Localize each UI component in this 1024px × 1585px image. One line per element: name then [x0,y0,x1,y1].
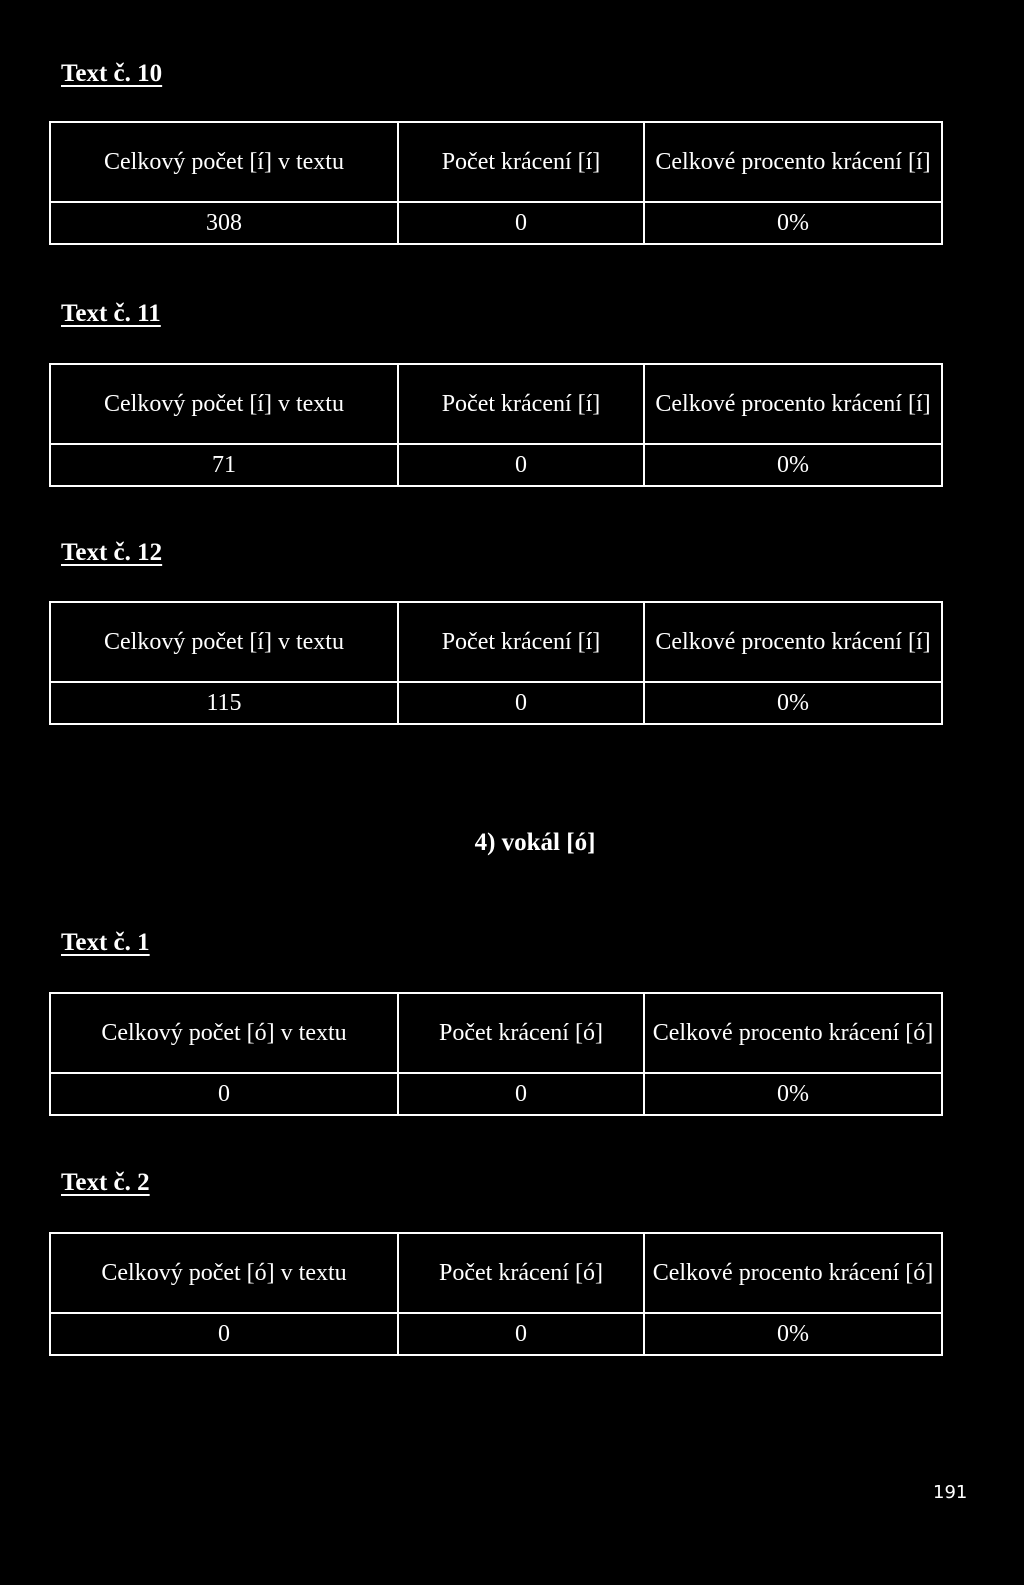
header-row [50,602,942,682]
stats-table [49,601,943,725]
text-heading: Text č. 1 [61,929,150,956]
shortening-percent-header: Celkové procento krácení [ó] [644,993,942,1073]
total-count-header: Celkový počet [í] v textu [50,122,398,202]
page-number: 191 [933,1482,968,1503]
text-heading: Text č. 11 [61,300,161,327]
shortening-percent-header: Celkové procento krácení [í] [644,122,942,202]
stats-table [49,363,943,487]
header-row [50,122,942,202]
total-count-header: Celkový počet [ó] v textu [50,993,398,1073]
text-heading: Text č. 10 [61,60,163,87]
shortening-count-value: 0 [398,682,644,724]
value-row [50,444,942,486]
shortening-count-value: 0 [398,1313,644,1355]
shortening-percent-value: 0% [644,1313,942,1355]
stats-table [49,121,943,245]
stats-table [49,992,943,1116]
total-count-value: 71 [50,444,398,486]
value-row [50,682,942,724]
value-row [50,1313,942,1355]
total-count-value: 308 [50,202,398,244]
shortening-percent-value: 0% [644,1073,942,1115]
shortening-percent-value: 0% [644,444,942,486]
total-count-value: 115 [50,682,398,724]
header-row [50,993,942,1073]
header-row [50,1233,942,1313]
value-row [50,1073,942,1115]
stats-table [49,1232,943,1356]
shortening-count-header: Počet krácení [í] [398,122,644,202]
shortening-percent-header: Celkové procento krácení [í] [644,364,942,444]
shortening-count-header: Počet krácení [ó] [398,1233,644,1313]
header-row [50,364,942,444]
shortening-percent-header: Celkové procento krácení [ó] [644,1233,942,1313]
shortening-count-value: 0 [398,202,644,244]
total-count-value: 0 [50,1313,398,1355]
shortening-count-value: 0 [398,444,644,486]
shortening-count-header: Počet krácení [í] [398,364,644,444]
shortening-count-header: Počet krácení [ó] [398,993,644,1073]
value-row [50,202,942,244]
shortening-count-value: 0 [398,1073,644,1115]
total-count-header: Celkový počet [í] v textu [50,364,398,444]
section-title: 4) vokál [ó] [474,829,596,856]
text-heading: Text č. 2 [61,1169,150,1196]
shortening-percent-value: 0% [644,202,942,244]
text-heading: Text č. 12 [61,539,163,566]
total-count-value: 0 [50,1073,398,1115]
shortening-percent-header: Celkové procento krácení [í] [644,602,942,682]
shortening-count-header: Počet krácení [í] [398,602,644,682]
shortening-percent-value: 0% [644,682,942,724]
total-count-header: Celkový počet [ó] v textu [50,1233,398,1313]
total-count-header: Celkový počet [í] v textu [50,602,398,682]
